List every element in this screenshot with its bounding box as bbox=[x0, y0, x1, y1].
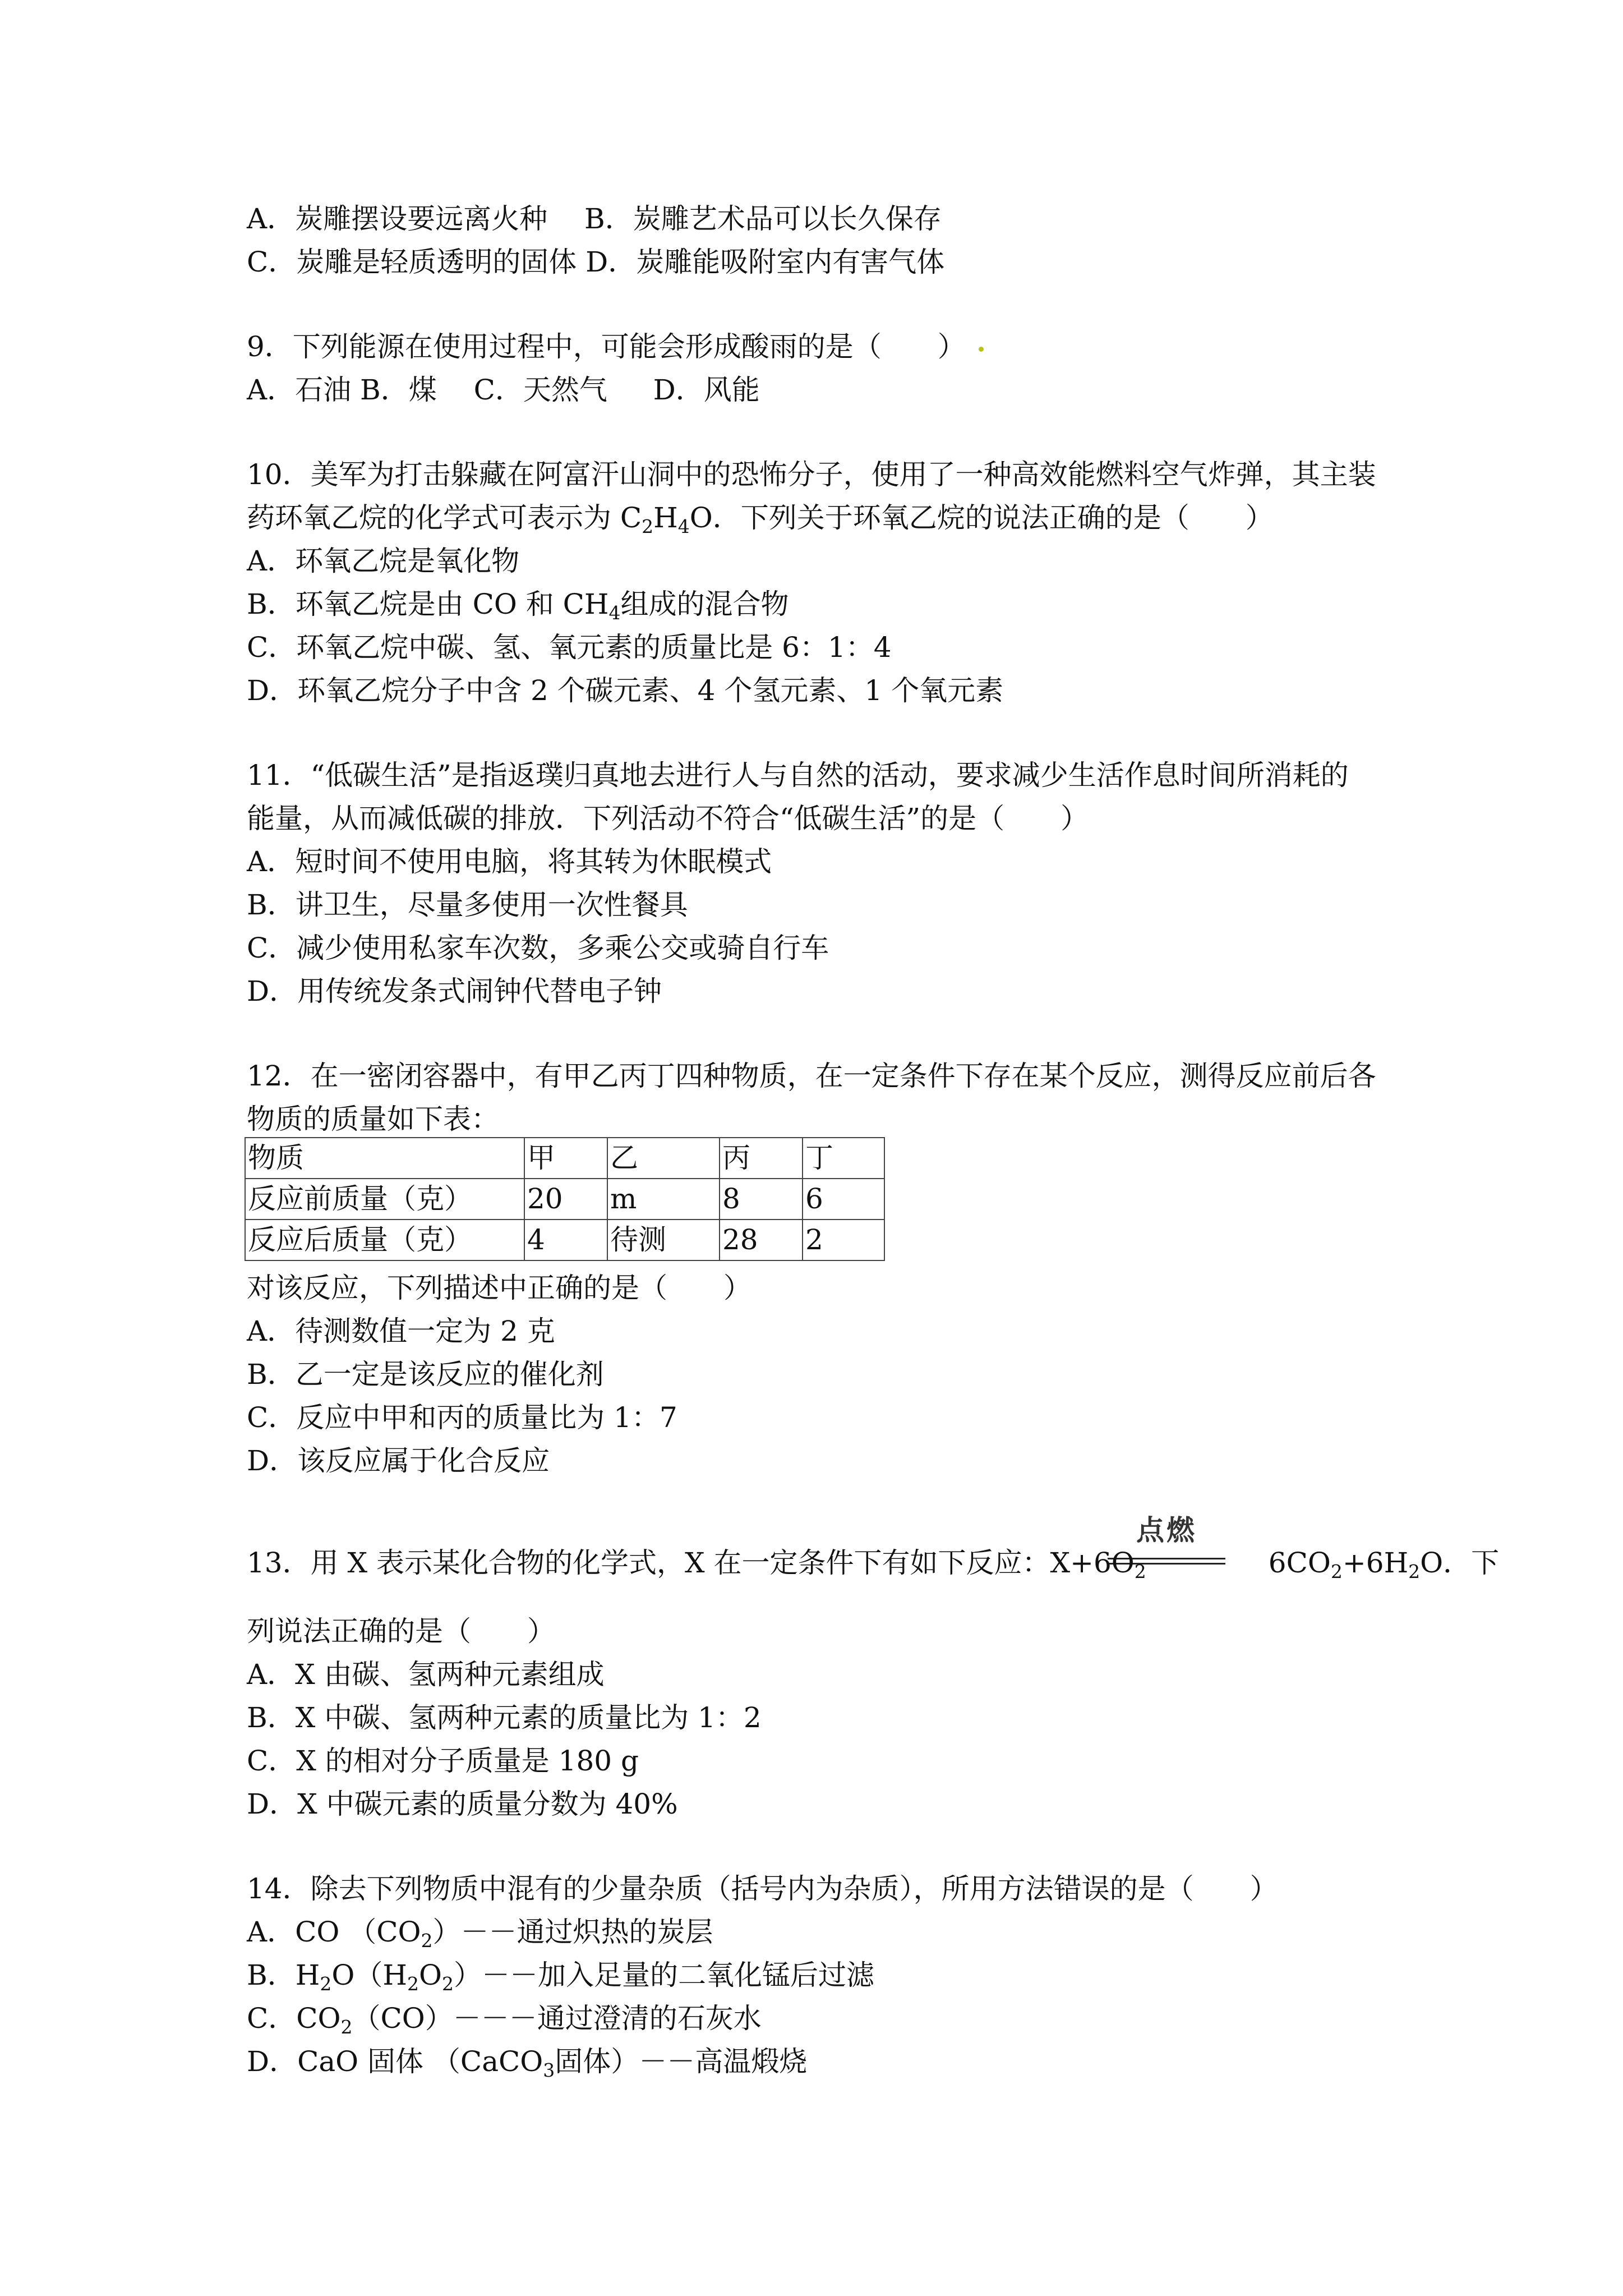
q8-options-row-1: A．炭雕摆设要远离火种 B．炭雕艺术品可以长久保存 bbox=[247, 203, 942, 235]
q13-stem-line-2: 列说法正确的是（ ） bbox=[247, 1615, 555, 1648]
mass-table bbox=[245, 1137, 885, 1261]
table-cell: 6 bbox=[803, 1179, 884, 1220]
table-cell: 2 bbox=[803, 1220, 884, 1260]
q11-option-c: C．减少使用私家车次数，多乘公交或骑自行车 bbox=[247, 932, 829, 964]
q14-option-c: C．$CO_2(CO)---$通过澄清的石灰水 bbox=[247, 2002, 762, 2038]
table-cell: 反应后质量（克） bbox=[245, 1220, 524, 1260]
q9-stem: 9．下列能源在使用过程中，可能会形成酸雨的是（ ） bbox=[247, 330, 966, 363]
q14-stem: 14．除去下列物质中混有的少量杂质（括号内为杂质），所用方法错误的是（ ） bbox=[247, 1872, 1278, 1905]
q12-option-b: B．乙一定是该反应的催化剂 bbox=[247, 1358, 604, 1391]
q13-option-a: A．X 由碳、氢两种元素组成 bbox=[247, 1658, 605, 1691]
q11-stem-line-2: 能量，从而减低碳的排放．下列活动不符合“低碳生活”的是（ ） bbox=[247, 802, 1089, 835]
q13-option-b: B．X 中碳、氢两种元素的质量比为 1：2 bbox=[247, 1701, 762, 1734]
table-cell: 待测 bbox=[607, 1220, 720, 1260]
table-cell: 28 bbox=[720, 1220, 803, 1260]
q12-option-d: D．该反应属于化合反应 bbox=[247, 1444, 550, 1477]
q13-stem-line-1: 13．用 X 表示某化合物的化学式，X 在一定条件下有如下反应：$X+6O_2$ $6CO_2+6H_2O$．下 bbox=[247, 1547, 1500, 1582]
q8-options-row-2: C．炭雕是轻质透明的固体 D．炭雕能吸附室内有害气体 bbox=[247, 246, 945, 278]
table-cell: m bbox=[607, 1179, 720, 1220]
reaction-condition: 点燃 bbox=[1136, 1514, 1197, 1547]
q11-option-b: B．讲卫生，尽量多使用一次性餐具 bbox=[247, 889, 688, 921]
q9-options: A．石油 B．煤 C．天然气 D．风能 bbox=[247, 374, 760, 406]
q11-stem-line-1: 11．“低碳生活”是指返璞归真地去进行人与自然的活动，要求减少生活作息时间所消耗的 bbox=[247, 759, 1349, 792]
q11-option-a: A．短时间不使用电脑，将其转为休眠模式 bbox=[247, 845, 772, 878]
stray-mark bbox=[979, 347, 984, 352]
table-header-cell: 丁 bbox=[803, 1138, 884, 1179]
q14-option-d: D．CaO 固体 （CaCO$_3$固体）－－高温煅烧 bbox=[247, 2045, 808, 2081]
q13-option-c: C．X 的相对分子质量是 180 g bbox=[247, 1745, 639, 1777]
q14-option-a: A．CO $(CO_2)--$通过炽热的炭层 bbox=[247, 1916, 713, 1952]
q12-stem-line-2: 物质的质量如下表： bbox=[247, 1103, 499, 1135]
table-cell: 8 bbox=[720, 1179, 803, 1220]
q14-option-b: B．$H_2O(H_2O_2)--$加入足量的二氧化锰后过滤 bbox=[247, 1959, 874, 1995]
q12-option-c: C．反应中甲和丙的质量比为 1：7 bbox=[247, 1401, 677, 1434]
q10-stem-line-2: 药环氧乙烷的化学式可表示为 $C_2H_4O$．下列关于环氧乙烷的说法正确的是（ ） bbox=[247, 501, 1274, 537]
q10-option-d: D．环氧乙烷分子中含 2 个碳元素、4 个氢元素、1 个氧元素 bbox=[247, 674, 1004, 707]
table-cell: 20 bbox=[524, 1179, 607, 1220]
q11-option-d: D．用传统发条式闹钟代替电子钟 bbox=[247, 975, 662, 1007]
q10-stem-line-1: 10．美军为打击躲藏在阿富汗山洞中的恐怖分子，使用了一种高效能燃料空气炸弹，其主装 bbox=[247, 458, 1376, 491]
q10-option-c: C．环氧乙烷中碳、氢、氧元素的质量比是 6：1：4 bbox=[247, 631, 892, 664]
q12-stem-line-1: 12．在一密闭容器中，有甲乙丙丁四种物质，在一定条件下存在某个反应，测得反应前后各 bbox=[247, 1060, 1376, 1092]
table-cell: 反应前质量（克） bbox=[245, 1179, 524, 1220]
table-header-cell: 丙 bbox=[720, 1138, 803, 1179]
table-header-cell: 乙 bbox=[607, 1138, 720, 1179]
table-header-cell: 物质 bbox=[245, 1138, 524, 1179]
q13-option-d: D．X 中碳元素的质量分数为 40% bbox=[247, 1788, 678, 1820]
table-header-row bbox=[245, 1138, 884, 1179]
table-row bbox=[245, 1179, 884, 1220]
q10-option-a: A．环氧乙烷是氧化物 bbox=[247, 545, 520, 577]
q12-option-a: A．待测数值一定为 2 克 bbox=[247, 1315, 555, 1347]
table-row bbox=[245, 1220, 884, 1260]
q12-prompt: 对该反应，下列描述中正确的是（ ） bbox=[247, 1272, 751, 1304]
q10-option-b: B．环氧乙烷是由 CO 和 $CH_4$组成的混合物 bbox=[247, 588, 789, 624]
table-header-cell: 甲 bbox=[524, 1138, 607, 1179]
table-cell: 4 bbox=[524, 1220, 607, 1260]
